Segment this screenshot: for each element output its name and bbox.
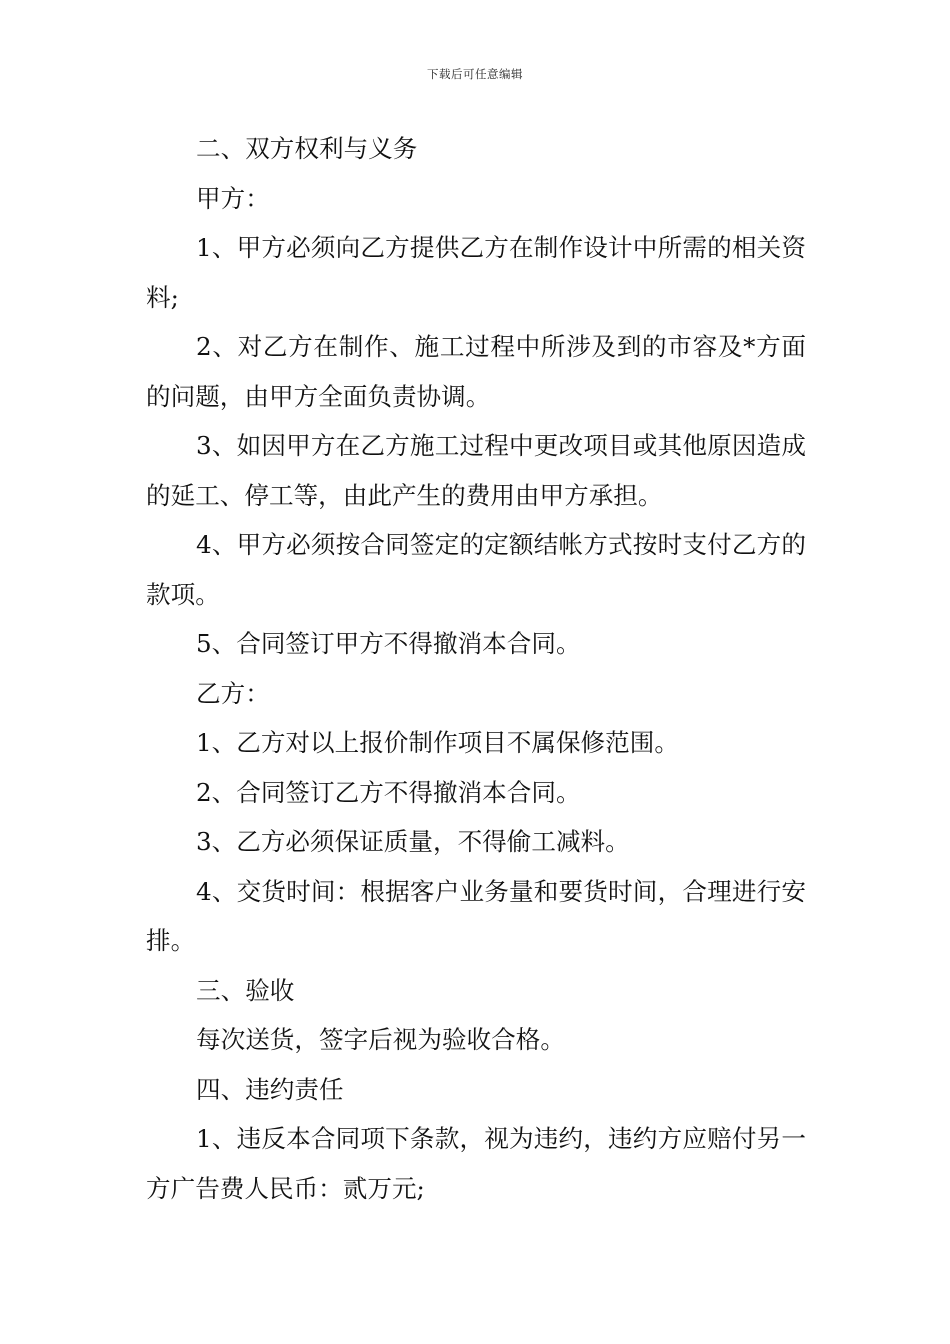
party-a-clause-2: 2、对乙方在制作、施工过程中所涉及到的市容及*方面的问题，由甲方全面负责协调。 <box>146 332 806 411</box>
party-a-clause-5: 5、合同签订甲方不得撤消本合同。 <box>196 629 581 658</box>
section-heading-rights-obligations: 二、双方权利与义务 <box>196 134 418 163</box>
acceptance-text: 每次送货，签字后视为验收合格。 <box>196 1025 565 1054</box>
party-a-clause-1: 1、甲方必须向乙方提供乙方在制作设计中所需的相关资料; <box>146 233 806 312</box>
document-body <box>146 124 806 1213</box>
section-heading-liability: 四、违约责任 <box>196 1074 344 1104</box>
page-header-note: 下载后可任意编辑 <box>427 67 523 81</box>
section-heading-acceptance: 三、验收 <box>196 975 295 1005</box>
party-a-clause-4: 4、甲方必须按合同签定的定额结帐方式按时支付乙方的款项。 <box>146 530 806 609</box>
party-b-label: 乙方： <box>196 678 270 708</box>
party-b-clause-4: 4、交货时间：根据客户业务量和要货时间，合理进行安排。 <box>146 876 806 955</box>
party-b-clause-3: 3、乙方必须保证质量，不得偷工减料。 <box>196 827 630 856</box>
party-b-clause-1: 1、乙方对以上报价制作项目不属保修范围。 <box>196 728 679 757</box>
party-a-clause-3: 3、如因甲方在乙方施工过程中更改项目或其他原因造成的延工、停工等，由此产生的费用由甲方承担。 <box>146 431 806 510</box>
party-b-clause-2: 2、合同签订乙方不得撤消本合同。 <box>196 777 581 807</box>
liability-clause-1: 1、违反本合同项下条款，视为违约，违约方应赔付另一方广告费人民币：贰万元; <box>146 1124 806 1203</box>
party-a-label: 甲方： <box>196 183 270 213</box>
